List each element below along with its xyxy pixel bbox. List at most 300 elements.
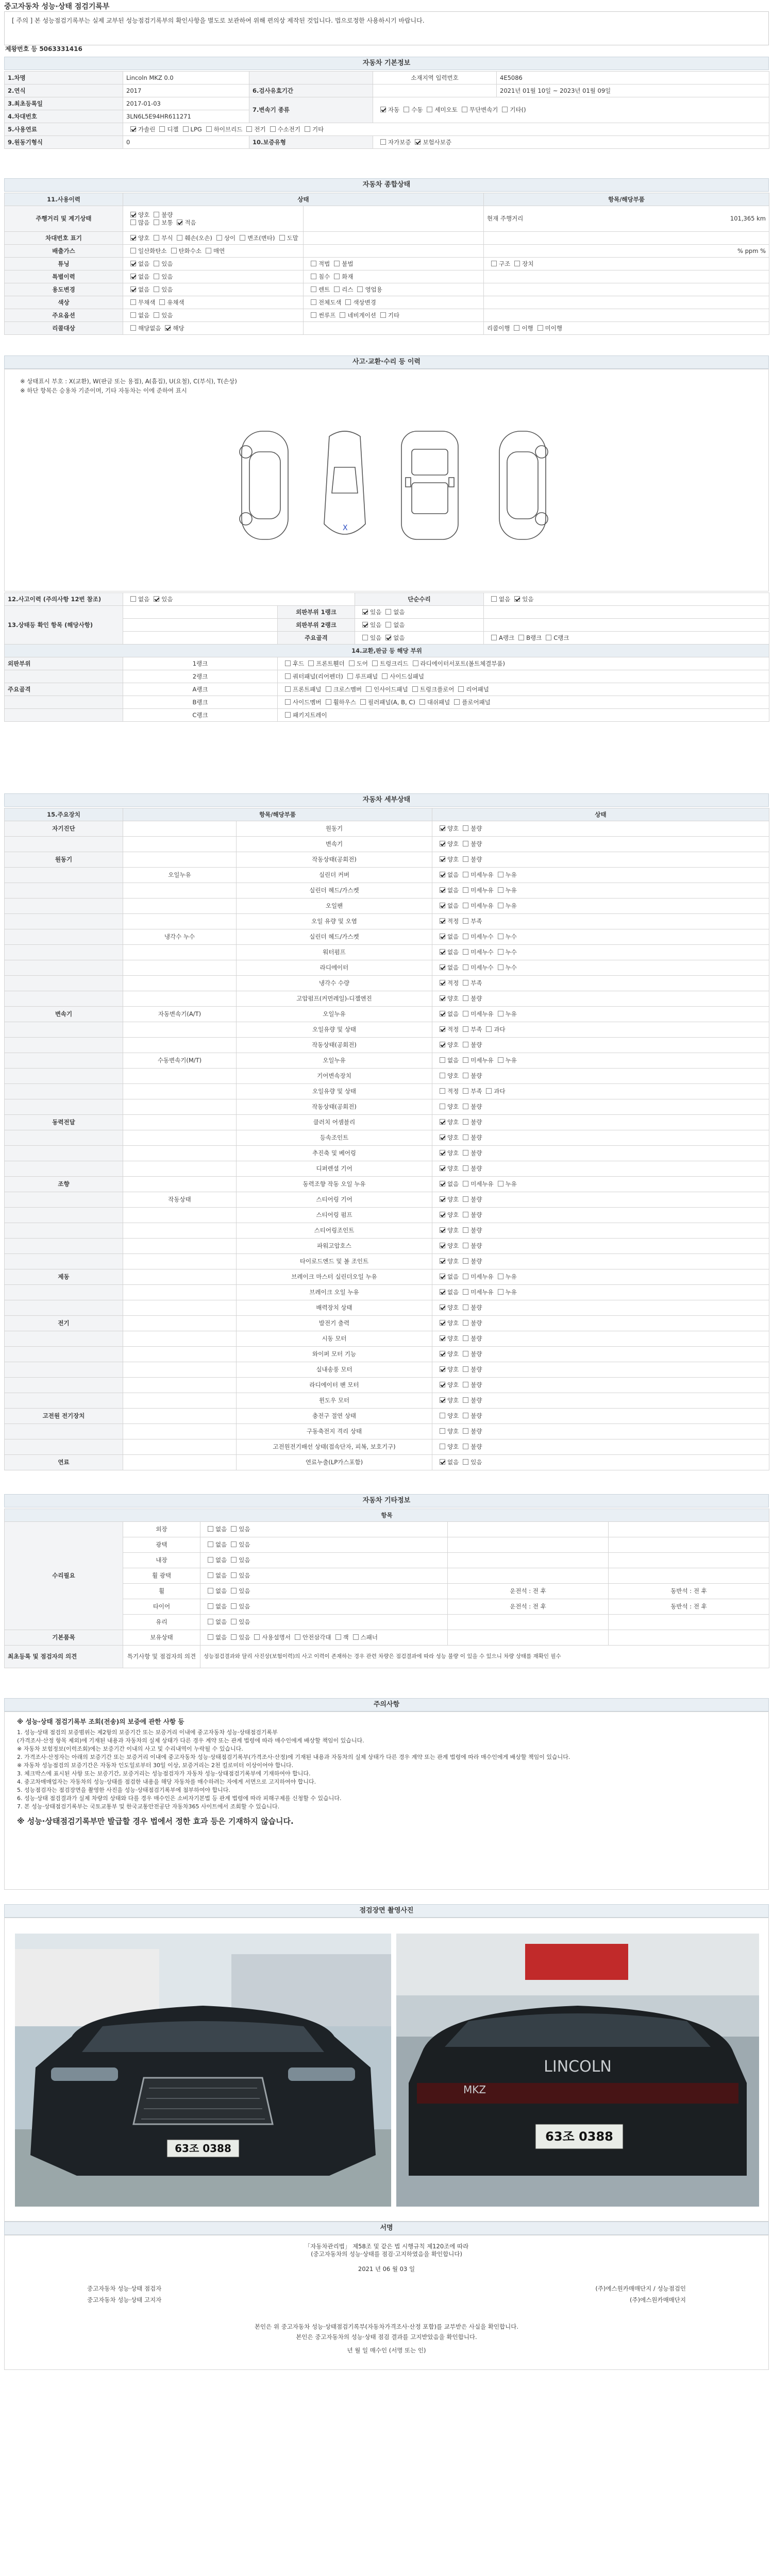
detail-main (5, 960, 123, 976)
checkbox-option (227, 1587, 250, 1595)
detail-options (432, 1362, 769, 1378)
checkbox-label: 부족 (470, 979, 482, 987)
checkbox-option (459, 1026, 482, 1033)
detail-sub (123, 1099, 237, 1115)
table-row (5, 1409, 769, 1424)
checkbox-icon (440, 1243, 445, 1248)
detail-sub (123, 1285, 237, 1300)
checkbox-icon (311, 286, 316, 292)
checkbox-label: 없음 (447, 1459, 459, 1466)
checkbox-option (494, 933, 517, 941)
checkbox-label: 있음 (239, 1526, 250, 1533)
table-row (5, 270, 769, 283)
checkbox-option (435, 1134, 459, 1142)
detail-main (5, 991, 123, 1007)
checkbox-option (459, 1273, 493, 1281)
checkbox-option (126, 247, 167, 255)
checkbox-option (435, 964, 459, 972)
checkbox-label: 불량 (470, 1227, 482, 1234)
parts-items (278, 670, 769, 683)
extra-passenger-side: 동반석 : 전 후 (609, 1584, 769, 1599)
status-label: 배출가스 (5, 245, 123, 258)
checkbox-icon (463, 1196, 468, 1202)
detail-main: 고전원 전기장치 (5, 1409, 123, 1424)
checkbox-option (533, 325, 562, 332)
checkbox-option (435, 1443, 459, 1451)
checkbox-option (376, 106, 399, 114)
checkbox-option (494, 902, 517, 910)
checkbox-label: 미세누유 (470, 1273, 494, 1281)
table-row (5, 645, 769, 657)
checkbox-option (126, 312, 149, 319)
detail-options (432, 1038, 769, 1053)
detail-main (5, 929, 123, 945)
checkbox-label: 미세누유 (470, 887, 494, 894)
checkbox-label: 양호 (447, 856, 459, 863)
checkbox-option (435, 995, 459, 1003)
table-row (5, 1069, 769, 1084)
checkbox-label: 미세누유 (470, 1180, 494, 1188)
basic-label: 9.원동기형식 (5, 136, 123, 149)
checkbox-option (435, 1412, 459, 1420)
checkbox-label: 양호 (447, 1103, 459, 1111)
checkbox-label: 쿼터패널(리어펜더) (293, 672, 343, 680)
caution-line: (가격조사·산정 항목 제외)에 기재된 내용과 자동차의 실제 상태가 다른 경우 계약 또는 관계 법령에 따라 매수인에게 배상할 책임이 있습니다. (17, 1737, 364, 1744)
detail-sub (123, 1269, 237, 1285)
checkbox-option (459, 1227, 482, 1234)
checkbox-label: 적음 (184, 218, 196, 226)
detail-options (432, 1378, 769, 1393)
status-options (123, 309, 304, 322)
eval-options (355, 632, 484, 645)
model-text: MKZ (463, 2083, 486, 2096)
checkbox-icon (154, 286, 159, 292)
checkbox-option (459, 1196, 482, 1204)
checkbox-option (343, 673, 378, 681)
checkbox-icon (326, 686, 331, 692)
status-options-2 (304, 322, 484, 335)
checkbox-icon (463, 1335, 468, 1341)
checkbox-label: 미세누수 (470, 933, 494, 941)
checkbox-option (349, 1634, 378, 1641)
checkbox-label: 없음 (138, 285, 150, 293)
checkbox-label: 없음 (447, 871, 459, 879)
checkbox-option (236, 234, 275, 242)
checkbox-icon (514, 325, 519, 331)
checkbox-icon (463, 1459, 468, 1465)
checkbox-label: 양호 (447, 840, 459, 848)
sign-value-2: (주)에스원카매매단지 (630, 2296, 686, 2303)
checkbox-option (435, 948, 459, 956)
checkbox-label: 불량 (470, 1397, 482, 1404)
checkbox-icon (537, 325, 543, 331)
checkbox-label: 해당없음 (138, 324, 161, 332)
eval-name: 외판부위 2랭크 (278, 619, 355, 632)
checkbox-option (435, 871, 459, 879)
checkbox-icon (463, 1165, 468, 1171)
checkbox-icon (463, 1397, 468, 1403)
table-row (5, 1424, 769, 1439)
checkbox-icon (463, 1150, 468, 1156)
extra-passenger-side (609, 1537, 769, 1553)
table-row (5, 1223, 769, 1239)
checkbox-option (126, 299, 155, 307)
checkbox-label: 양호 (447, 1319, 459, 1327)
detail-main (5, 868, 123, 883)
status-head: 항목/해당부품 (484, 193, 769, 206)
detail-sub (123, 1439, 237, 1455)
checkbox-option (459, 1057, 493, 1064)
checkbox-option (204, 1556, 227, 1564)
detail-item: 타이로드엔드 및 볼 조인트 (237, 1254, 432, 1269)
checkbox-option (435, 979, 459, 987)
checkbox-icon (208, 1634, 213, 1640)
checkbox-option (204, 1541, 227, 1549)
extra-driver-side (448, 1615, 609, 1630)
checkbox-icon (440, 1397, 445, 1403)
checkbox-option (435, 1319, 459, 1327)
checkbox-label: A랭크 (499, 634, 515, 641)
checkbox-option (459, 1041, 482, 1049)
status-right-label: 리콜이행 (487, 324, 510, 332)
checkbox-icon (208, 1541, 213, 1547)
table-row (5, 976, 769, 991)
checkbox-label: 불량 (470, 1335, 482, 1343)
detail-item: 오일 유량 및 오염 (237, 914, 432, 929)
checkbox-option (423, 106, 457, 114)
table-row (5, 1331, 769, 1347)
detail-sub (123, 821, 237, 837)
checkbox-icon (130, 126, 136, 132)
detail-sub: 오일누유 (123, 868, 237, 883)
checkbox-icon (498, 887, 503, 893)
checkbox-icon (231, 1588, 237, 1594)
status-options-2 (304, 296, 484, 309)
detail-main (5, 1439, 123, 1455)
checkbox-icon (334, 286, 340, 292)
checkbox-option (149, 260, 173, 268)
detail-item: 고압펌프(커먼레일)-디젤엔진 (237, 991, 432, 1007)
damage-mark-x: X (343, 524, 348, 532)
front-plate-text: 63조 0388 (175, 2142, 231, 2155)
table-row (5, 1285, 769, 1300)
eval-name: 주요골격 (278, 632, 355, 645)
checkbox-icon (308, 660, 314, 666)
checkbox-icon (463, 856, 468, 862)
checkbox-label: 양호 (447, 1196, 459, 1204)
checkbox-label: 부식 (161, 234, 173, 242)
checkbox-label: 양호 (447, 1366, 459, 1374)
checkbox-option (459, 902, 493, 910)
accident-options (123, 593, 355, 606)
basic-label: 5.사용연료 (5, 123, 123, 136)
extra-options (200, 1615, 448, 1630)
detail-options (432, 899, 769, 914)
table-row (5, 852, 769, 868)
checkbox-icon (372, 660, 378, 666)
checkbox-label: 장치 (522, 260, 534, 267)
checkbox-label: 수소전기 (277, 125, 301, 133)
checkbox-icon (440, 1320, 445, 1326)
checkbox-option (459, 995, 482, 1003)
extra-options (200, 1522, 448, 1537)
checkbox-label: 크로스멤버 (333, 685, 362, 693)
detail-options (432, 960, 769, 976)
checkbox-option (435, 1057, 459, 1064)
detail-main (5, 837, 123, 852)
checkbox-icon (345, 299, 351, 305)
checkbox-icon (440, 934, 445, 939)
detail-options (432, 976, 769, 991)
checkbox-icon (440, 980, 445, 986)
checkbox-label: 자가보증 (388, 138, 411, 146)
detail-sub (123, 1115, 237, 1130)
checkbox-icon (231, 1603, 237, 1609)
detail-options (432, 1331, 769, 1347)
checkbox-option (435, 933, 459, 941)
checkbox-label: 없음 (447, 933, 459, 941)
status-right (484, 270, 769, 283)
checkbox-label: 있음 (161, 273, 173, 280)
detail-main (5, 1362, 123, 1378)
caution-line: ※ 자동차 성능점검의 보증기간은 자동차 인도일로부터 30일 이상, 보증거리는 2천 킬로미터 이상이어야 합니다. (17, 1761, 294, 1769)
detail-main: 조향 (5, 1177, 123, 1192)
checkbox-option (494, 1057, 517, 1064)
checkbox-label: 양호 (447, 1350, 459, 1358)
detail-item: 클러치 어셈블리 (237, 1115, 432, 1130)
detail-item: 브레이크 마스터 실린더오일 누유 (237, 1269, 432, 1285)
extra-options (200, 1568, 448, 1584)
detail-sub (123, 945, 237, 960)
checkbox-option (450, 699, 491, 706)
checkbox-label: 사용설명서 (262, 1634, 291, 1641)
table-row (5, 1146, 769, 1161)
detail-main: 동력전달 (5, 1115, 123, 1130)
checkbox-icon (347, 673, 353, 679)
checkbox-option (435, 825, 459, 833)
detail-sub (123, 1130, 237, 1146)
checkbox-option (459, 1459, 482, 1466)
checkbox-icon (349, 660, 355, 666)
table-row (5, 1053, 769, 1069)
checkbox-option (356, 699, 415, 706)
table-row (5, 1455, 769, 1470)
checkbox-icon (440, 1274, 445, 1279)
checkbox-label: 인사이드패널 (374, 685, 408, 693)
checkbox-option (459, 1258, 482, 1265)
detail-table (4, 808, 769, 1470)
checkbox-icon (208, 1557, 213, 1563)
detail-sub (123, 1331, 237, 1347)
basic-info-table (4, 71, 769, 149)
detail-sub: 냉각수 누수 (123, 929, 237, 945)
car-front-outline (324, 431, 365, 534)
status-table (4, 193, 769, 335)
checkbox-option (126, 273, 149, 281)
detail-item: 실내송풍 모터 (237, 1362, 432, 1378)
checkbox-option (459, 1412, 482, 1420)
checkbox-option (149, 219, 173, 227)
checkbox-icon (380, 312, 386, 318)
checkbox-label: 트렁크리드 (379, 659, 409, 667)
checkbox-option (415, 699, 450, 706)
checkbox-label: 없음 (447, 1057, 459, 1064)
detail-options (432, 991, 769, 1007)
checkbox-label: 누유 (505, 1180, 517, 1188)
checkbox-icon (502, 107, 508, 112)
checkbox-option (381, 634, 405, 642)
checkbox-icon (498, 872, 503, 877)
checkbox-icon (295, 1634, 300, 1640)
checkbox-option (435, 1103, 459, 1111)
table-row (5, 1038, 769, 1053)
detail-sub (123, 1022, 237, 1038)
checkbox-icon (463, 1413, 468, 1418)
sign-date: 2021 년 06 월 03 일 (358, 2265, 415, 2273)
checkbox-label: 불량 (470, 840, 482, 848)
checkbox-label: 리스 (342, 285, 354, 293)
detail-item: 라디에이터 팬 모터 (237, 1378, 432, 1393)
checkbox-icon (498, 1181, 503, 1187)
checkbox-label: 양호 (447, 1397, 459, 1404)
checkbox-label: 불량 (470, 1149, 482, 1157)
detail-main (5, 1161, 123, 1177)
checkbox-label: 양호 (447, 1134, 459, 1142)
car-diagram (231, 421, 561, 550)
detail-item: 오일누유 (237, 1053, 432, 1069)
parts-header: 14.교환,판금 등 해당 부위 (5, 645, 769, 657)
basic-label (249, 72, 373, 84)
checkbox-label: B랭크 (526, 634, 542, 641)
checkbox-option (155, 299, 184, 307)
status-right (484, 309, 769, 322)
checkbox-option (459, 918, 482, 925)
checkbox-option (155, 126, 178, 133)
sign-text-4: 본인은 중고자동차의 성능·상태 점검 결과를 고지받았음을 확인합니다. (296, 2333, 477, 2341)
status-right (484, 296, 769, 309)
checkbox-label: 리어패널 (466, 685, 489, 693)
table-row (5, 245, 769, 258)
checkbox-option (435, 1196, 459, 1204)
status-options-2 (304, 232, 484, 245)
detail-options (432, 1455, 769, 1470)
checkbox-label: 불량 (470, 1258, 482, 1265)
checkbox-option (458, 106, 498, 114)
extra-passenger-side (609, 1553, 769, 1568)
extra-passenger-side (609, 1630, 769, 1646)
checkbox-icon (382, 673, 388, 679)
table-row (5, 1130, 769, 1146)
checkbox-option (307, 260, 330, 268)
section-caution-header: 주의사항 (4, 1698, 769, 1711)
checkbox-label: 불량 (470, 1118, 482, 1126)
detail-main (5, 1084, 123, 1099)
detail-item: 고전원전기배선 상태(접속단자, 피복, 보호기구) (237, 1439, 432, 1455)
parts-rank: 2랭크 (123, 670, 278, 683)
status-right-value: % ppm % (737, 247, 766, 255)
section-status-header: 자동차 종합상태 (4, 178, 769, 192)
checkbox-label: 누수 (505, 964, 517, 972)
checkbox-label: 누유 (505, 902, 517, 910)
checkbox-option (459, 1088, 482, 1095)
detail-main (5, 1038, 123, 1053)
checkbox-icon (440, 1073, 445, 1078)
checkbox-option (510, 596, 533, 603)
parts-rank: A랭크 (123, 683, 278, 696)
table-row (5, 899, 769, 914)
checkbox-icon (463, 949, 468, 955)
checkbox-option (454, 686, 489, 693)
checkbox-option (435, 1350, 459, 1358)
detail-item: 연료누출(LP가스포함) (237, 1455, 432, 1470)
checkbox-icon (362, 609, 368, 615)
detail-head: 상태 (432, 808, 769, 821)
checkbox-icon (413, 660, 418, 666)
detail-sub (123, 960, 237, 976)
checkbox-option (435, 902, 459, 910)
checkbox-option (307, 299, 341, 307)
status-options (123, 296, 304, 309)
detail-sub (123, 1177, 237, 1192)
checkbox-icon (463, 1274, 468, 1279)
checkbox-label: 있음 (239, 1618, 250, 1626)
extra-options (200, 1630, 448, 1646)
detail-item: 스티어링 기어 (237, 1192, 432, 1208)
checkbox-option (126, 219, 149, 227)
checkbox-icon (463, 934, 468, 939)
checkbox-icon (285, 673, 291, 679)
parts-items (278, 709, 769, 722)
detail-main (5, 1424, 123, 1439)
checkbox-label: 있음 (239, 1541, 250, 1549)
status-label: 주요옵션 (5, 309, 123, 322)
extra-driver-side: 운전석 : 전 후 (448, 1584, 609, 1599)
checkbox-option (411, 139, 451, 146)
fuel-options (123, 123, 769, 136)
checkbox-icon (231, 1526, 237, 1532)
checkbox-label: 사이드멤버 (293, 698, 322, 706)
checkbox-label: 도어 (356, 659, 368, 667)
table-row (5, 929, 769, 945)
detail-item: 실린더 헤드/가스켓 (237, 883, 432, 899)
table-row (5, 593, 769, 606)
checkbox-option (459, 933, 493, 941)
parts-items (278, 696, 769, 709)
checkbox-icon (440, 887, 445, 893)
rear-plate-text: 63조 0388 (545, 2129, 613, 2144)
damage-table (4, 592, 769, 722)
table-row (5, 1362, 769, 1378)
checkbox-icon (130, 312, 136, 318)
section-basic-header: 자동차 기본정보 (4, 57, 769, 70)
checkbox-icon (130, 219, 136, 225)
detail-head: 15.주요장치 (5, 808, 123, 821)
basic-value: 2021년 01월 10일 ~ 2023년 01월 09일 (497, 84, 769, 97)
detail-sub (123, 1208, 237, 1223)
checkbox-icon (440, 1304, 445, 1310)
detail-sub: 자동변속기(A/T) (123, 1007, 237, 1022)
checkbox-option (459, 1118, 482, 1126)
checkbox-label: 양호 (447, 1258, 459, 1265)
detail-item: 스티어링 펌프 (237, 1208, 432, 1223)
checkbox-label: 불량 (470, 1211, 482, 1219)
checkbox-option (435, 1428, 459, 1435)
checkbox-label: 색상변경 (353, 298, 376, 306)
basic-value: 0 (123, 136, 249, 149)
checkbox-icon (154, 596, 159, 602)
sign-value-1: (주)에스원카매매단지 / 성능점검인 (595, 2285, 686, 2292)
detail-main (5, 1099, 123, 1115)
